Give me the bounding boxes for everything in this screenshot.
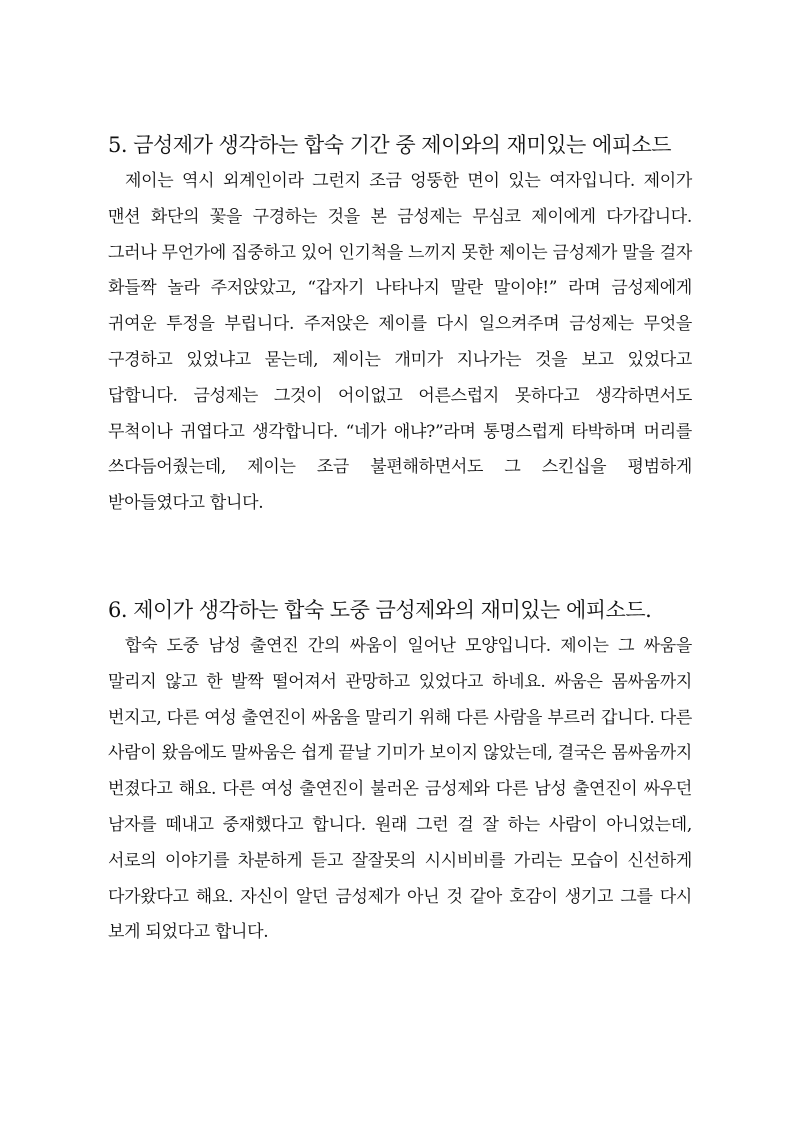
section-heading: 5. 금성제가 생각하는 합숙 기간 중 제이와의 재미있는 에피소드 (108, 133, 672, 157)
section-body: 합숙 도중 남성 출연진 간의 싸움이 일어난 모양입니다. 제이는 그 싸움을 말리지 않고 한 발짝 떨어져서 관망하고 있었다고 하네요. 싸움은 몸싸움까지 번지고, 다른 여성 출연진이 싸움을 말리기 위해 다른 사람을 부르러 갑니다. 다른 사람이 왔음에도 말싸움은 쉽게 끝날 기미가 보이지 않았는데, 결국은 몸싸움까지 번졌다고 해요. 다른 여성 출연진이 불러온 금성제와 다른 남성 출연진이 싸우던 남자를 떼내고 중재했다고 합니다. 원래 그런 걸 잘 하는 사람이 아니었는데, 서로의 이야기를 차분하게 듣고 잘잘못의 시시비비를 가리는 모습이 신선하게 다가왔다고 해요. 자신이 알던 금성제가 아닌 것 같아 호감이 생기고 그를 다시 보게 되었다고 합니다. (108, 636, 692, 943)
section-5-episode (108, 130, 692, 522)
section-6-episode (108, 595, 692, 951)
section-body: 제이는 역시 외계인이라 그런지 조금 엉뚱한 면이 있는 여자입니다. 제이가 맨션 화단의 꽃을 구경하는 것을 본 금성제는 무심코 제이에게 다가갑니다. 그러나 무언가에 집중하고 있어 인기척을 느끼지 못한 제이는 금성제가 말을 걸자 화들짝 놀라 주저앉았고, “갑자기 나타나지 말란 말이야!” 라며 금성제에게 귀여운 투정을 부립니다. 주저앉은 제이를 다시 일으켜주며 금성제는 무엇을 구경하고 있었냐고 묻는데, 제이는 개미가 지나가는 것을 보고 있었다고 답합니다. 금성제는 그것이 어이없고 어른스럽지 못하다고 생각하면서도 무척이나 귀엽다고 생각합니다. “네가 애냐?”라며 통명스럽게 타박하며 머리를 쓰다듬어줬는데, 제이는 조금 불편해하면서도 그 스킨십을 평범하게 받아들였다고 합니다. (108, 171, 692, 514)
section-heading: 6. 제이가 생각하는 합숙 도중 금성제와의 재미있는 에피소드. (108, 598, 652, 622)
